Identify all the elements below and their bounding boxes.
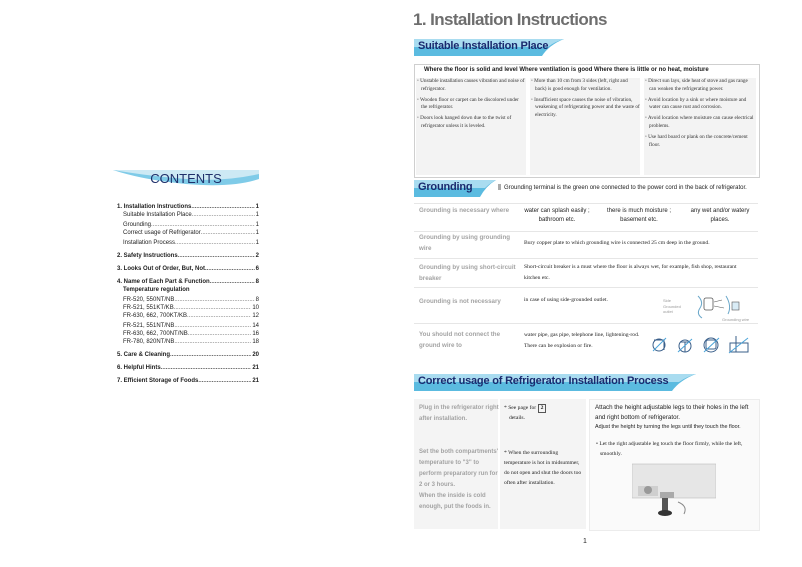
toc-entry[interactable]: Installation Process ..... 1 [117,239,259,247]
page-title: 1. Installation Instructions [413,10,607,29]
suitable-place-header: Where the floor is solid and level Where ventilation is good Where there is little or no heat, moisture [424,67,709,73]
grounding-breaker-label: Grounding by using short-circuit breaker [419,264,516,282]
toc-entry[interactable]: 1. Installation Instructions ..... 1 [117,203,259,211]
grounding-wire-text: Bury copper plate to which grounding wire is connected 25 cm deep in the ground. [524,240,710,246]
list-item: • Unstable installation causes vibration and noise of refrigerator. [416,78,526,94]
list-item: • Wooden floor or carpet can be discolored under the refrigerator. [416,97,526,113]
toc-entry[interactable]: FR-630, 662, 700NT/NB ..... 16 [117,330,259,338]
legs-instruction: Attach the height adjustable legs to their holes in the left and right bottom of refrigerator. Adjust the height by turning the legs until they touch the floor. [595,404,749,430]
place-item: any wet and/or watery places. [690,208,750,223]
place-column-level [416,78,526,175]
toc-entry[interactable]: FR-630, 662, 700KT/KB ..... 12 [117,312,259,320]
grounding-heading: Grounding [418,181,473,193]
list-item: • Doors look hanged down due to the twist of refrigerator unless it is leveled. [416,115,526,131]
toc-entry[interactable]: 7. Efficient Storage of Foods ..... 21 [117,377,259,385]
list-item: • Use hard board or plank on the concrete/cement floor. [644,134,756,150]
see-page-note: * See page for 2 details. [504,403,584,423]
table-of-contents [117,203,259,385]
divider [414,323,758,324]
page-number: 1 [583,538,587,545]
toc-entry[interactable]: Correct usage of Refrigerator ..... 1 [117,229,259,237]
toc-entry[interactable]: FR-521, 551KT/KB ..... 10 [117,304,259,312]
toc-entry[interactable]: FR-520, 550NT/NB ..... 8 [117,296,259,304]
grounding-wire-label: Grounding by using grounding wire [419,234,511,252]
no-connect-label: You should not connect the ground wire to [419,331,501,349]
suitable-place-heading: Suitable Installation Place [418,40,549,52]
toc-entry[interactable]: 3. Looks Out of Order, But, Not. ..... 6 [117,265,259,273]
grounding-not-necessary-label: Grounding is not necessary [419,298,501,305]
list-item: • Avoid location by a sink or where moisture and water can cause rust and corrosion. [644,97,756,113]
divider [414,203,758,204]
grounding-breaker-text: Short-circuit breaker is a must where the floor is always wet, for example, fish shop, restaurant kitchen etc. [524,264,737,281]
grounding-not-necessary-text: in case of using side-grounded outlet. [524,297,608,303]
wire-caption: Grounding wire [722,317,750,322]
toc-entry[interactable]: 4. Name of Each Part & Function ..... 8 [117,278,259,286]
legs-note: • Let the right adjustable leg touch the floor firmly, while the left, smoothly. [596,441,743,457]
outlet-caption: Side Grounded outlet [663,298,681,314]
place-column-ventilation [530,78,640,175]
list-item: • Direct sun lays, side heat of stove and gas range can weaken the refrigerating power. [644,78,756,94]
toc-entry[interactable]: FR-521, 551NT/NB ..... 14 [117,322,259,330]
toc-entry[interactable]: 2. Safety Instructions ..... 2 [117,252,259,260]
toc-entry[interactable]: Suitable Installation Place ..... 1 [117,211,259,219]
grounding-note: Grounding terminal is the green one connected to the power cord in the back of refrigerator. [498,184,747,191]
adjustable-leg-illustration [632,462,716,522]
plug-in-label: Plug in the refrigerator right after installation. [419,405,499,422]
summer-note: * When the surrounding temperature is hot in midsummer, do not open and shut the doors too often after installation. [504,450,582,486]
toc-entry[interactable]: 6. Helpful Hints ..... 21 [117,364,259,372]
place-item: water can splash easily ; bathroom etc. [524,208,590,223]
no-connect-text: water pipe, gas pipe, telephone line, lightening-rod. There can be explosion or fire. [524,332,640,349]
place-item: there is much moisture ; basement etc. [606,208,672,223]
grounding-necessary-label: Grounding is necessary where [419,207,510,214]
toc-entry[interactable]: Grounding ..... 1 [117,221,259,229]
divider [414,287,758,288]
page-ref-box[interactable]: 2 [538,404,547,413]
toc-entry[interactable]: FR-780, 820NT/NB ..... 18 [117,338,259,346]
list-item: • Avoid location where moisture can cause electrical problems. [644,115,756,131]
place-column-heat [644,78,756,175]
list-item: • Insufficient space causes the noise of vibration, weakening of refrigerating power and the waste of electricity. [530,97,640,120]
process-heading: Correct usage of Refrigerator Installation Process [418,375,669,387]
toc-subheading: Temperature regulation [123,287,190,293]
prohibited-connections-icons [650,334,756,356]
contents-title: CONTENTS [150,171,222,186]
preparatory-run-label: Set the both compartments' temperature to "3" to perform preparatory run for 2 or 3 hours. When the inside is cold enough, put the foods in. [419,449,499,510]
toc-entry[interactable]: 5. Care & Cleaning ..... 20 [117,351,259,359]
list-item: • More than 10 cm from 3 sides (left, right and back) is good enough for ventilation. [530,78,640,94]
divider [414,258,758,259]
